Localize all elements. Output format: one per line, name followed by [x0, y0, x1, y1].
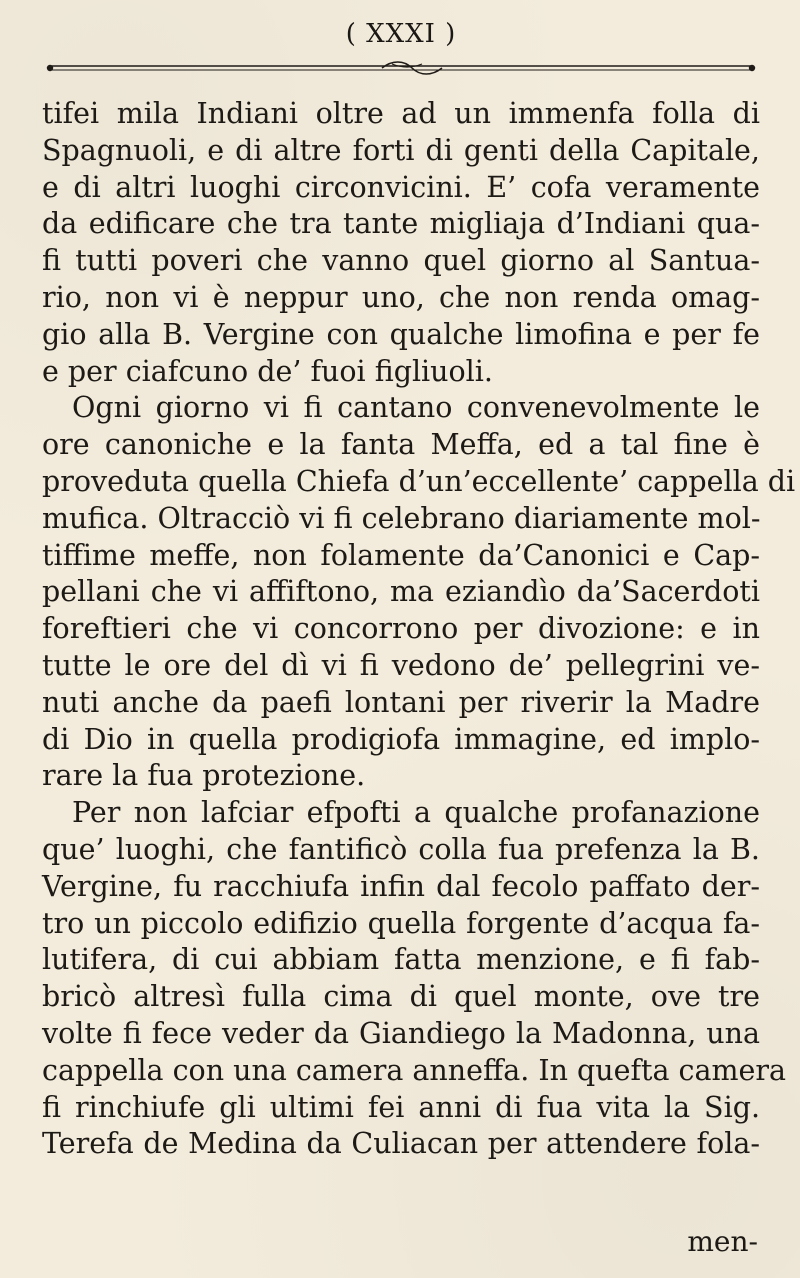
text-line: Terefa de Medina da Culiacan per attendere fola-	[42, 1127, 760, 1161]
ornamental-rule	[42, 54, 760, 78]
text-line: tifei mila Indiani oltre ad un immenfa folla di	[42, 97, 760, 130]
text-line: que’ luoghi, che fantificò colla fua prefenza la B.	[42, 832, 760, 866]
text-line: fi rinchiufe gli ultimi fei anni di fua vita la Sig.	[42, 1090, 760, 1124]
text-line: ore canoniche e la fanta Meffa, ed a tal fine è	[42, 428, 760, 462]
text-line: da edificare che tra tante migliaja d’Indiani qua-	[42, 207, 760, 241]
text-line: rio, non vi è neppur uno, che non renda omag-	[42, 280, 760, 314]
text-line: bricò altresì fulla cima di quel monte, ove tre	[42, 980, 760, 1014]
catchword: men-	[687, 1225, 758, 1258]
text-line: pellani che vi affiftono, ma eziandìo da’Sacerdoti	[42, 575, 760, 609]
text-line: e di altri luoghi circonvicini. E’ cofa veramente	[42, 170, 760, 204]
page-body	[42, 96, 796, 1163]
text-line: Vergine, fu racchiufa infin dal fecolo paffato der-	[42, 869, 760, 903]
text-line: tutte le ore del dì vi fi vedono de’ pellegrini ve-	[42, 648, 760, 682]
text-line: Ogni giorno vi fi cantano convenevolmente le	[72, 391, 760, 425]
text-line: gio alla B. Vergine con qualche limofina e per fe	[42, 317, 760, 351]
text-line: rare la fua protezione.	[42, 759, 366, 793]
text-line: tiffime meffe, non folamente da’Canonici e Cap-	[42, 538, 760, 572]
text-line: e per ciafcuno de’ fuoi figliuoli.	[42, 354, 493, 388]
text-line: Spagnuoli, e di altre forti di genti della Capitale,	[42, 133, 760, 167]
text-line: Per non lafciar efpofti a qualche profanazione	[72, 796, 760, 830]
text-line: volte fi fece veder da Giandiego la Madonna, una	[42, 1016, 760, 1050]
text-line: di Dio in quella prodigiofa immagine, ed implo-	[42, 722, 760, 756]
text-line: proveduta quella Chiefa d’un’eccellente’ cappella di	[42, 464, 796, 498]
text-line: foreftieri che vi concorrono per divozione: e in	[42, 612, 760, 646]
text-line: fi tutti poveri che vanno quel giorno al Santua-	[42, 244, 760, 278]
text-line: cappella con una camera anneffa. In quefta camera	[42, 1053, 786, 1087]
text-line: mufica. Oltracciò vi fi celebrano diariamente mol-	[42, 501, 761, 535]
text-line: tro un piccolo edifizio quella forgente d’acqua fa-	[42, 906, 760, 940]
text-line: nuti anche da paefi lontani per riverir la Madre	[42, 685, 760, 719]
text-line: lutifera, di cui abbiam fatta menzione, e fi fab-	[42, 943, 760, 977]
running-head: ( XXXI )	[345, 19, 457, 49]
